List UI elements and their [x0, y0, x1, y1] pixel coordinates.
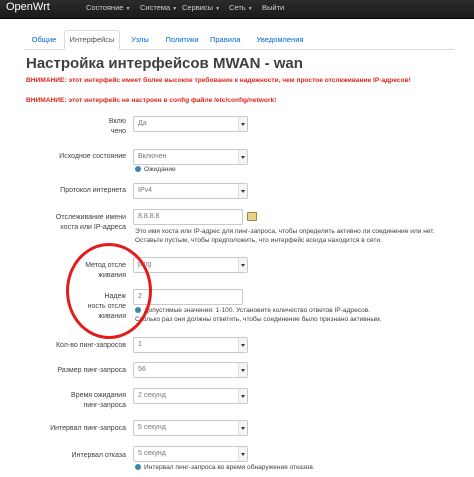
- info-icon: [135, 464, 141, 470]
- enabled-label-line1: Вклю: [108, 118, 126, 125]
- reliability-label-line3: живания: [98, 313, 126, 320]
- family-select[interactable]: [133, 183, 248, 199]
- initial-state-label: Исходное состояние: [59, 153, 126, 160]
- track-ip-input[interactable]: 8.8.8.8: [133, 209, 243, 225]
- menu-system-label: Система: [140, 3, 171, 12]
- track-ip-label: [20, 213, 126, 233]
- track-ip-label-line2: хоста или IP-адреса: [60, 224, 126, 231]
- failure-interval-label: Интервал отказа: [71, 452, 126, 459]
- chevron-down-icon: ▼: [247, 6, 253, 12]
- tab-notifications[interactable]: Уведомления: [256, 35, 304, 44]
- enabled-select[interactable]: [133, 116, 248, 132]
- warning-not-configured: ВНИМАНИЕ: этот интерфейс не настроен в config файле /etc/config/network!: [26, 97, 277, 104]
- tab-rules[interactable]: Правила: [210, 35, 241, 44]
- tab-members[interactable]: Узлы: [131, 35, 149, 44]
- select-arrow-icon: [238, 363, 247, 377]
- track-method-label: [70, 261, 126, 281]
- select-arrow-icon: [238, 117, 247, 131]
- count-label: Кол-во пинг-запросов: [55, 342, 126, 349]
- menu-logout[interactable]: [262, 3, 284, 12]
- menu-system[interactable]: [140, 3, 177, 12]
- select-arrow-icon: [238, 184, 247, 198]
- reliability-label-line1: Надеж: [104, 293, 126, 300]
- page-title: Настройка интерфейсов MWAN - wan: [26, 55, 303, 72]
- interval-value: 5 секунд: [138, 424, 166, 431]
- initial-state-option-text: Ожидание: [144, 166, 176, 173]
- track-method-select[interactable]: [133, 257, 248, 273]
- chevron-down-icon: ▼: [215, 6, 221, 12]
- menu-network-label: Сеть: [229, 3, 246, 12]
- track-ip-label-line1: Отслеживание имени: [55, 214, 126, 221]
- top-navbar: [0, 0, 474, 19]
- size-select[interactable]: [133, 362, 248, 378]
- info-icon: [135, 307, 141, 313]
- chevron-down-icon: ▼: [125, 6, 131, 12]
- interval-select[interactable]: [133, 420, 248, 436]
- enabled-label: [70, 117, 126, 137]
- track-method-label-line1: Метод отсле: [85, 262, 126, 269]
- menu-network[interactable]: [229, 3, 253, 12]
- timeout-label-line1: Время ожидания: [71, 392, 126, 399]
- initial-state-value: Включен: [138, 153, 167, 160]
- family-label: Протокол интернета: [60, 187, 126, 194]
- failure-interval-help: [135, 463, 315, 472]
- brand-logo[interactable]: OpenWrt: [6, 1, 50, 13]
- count-value: 1: [138, 341, 142, 348]
- warning-reliability: ВНИМАНИЕ: этот интерфейс имеет более высокое требование к надежности, чем простое отслеживание IP-адресов!: [26, 77, 411, 84]
- track-ip-help-line2: Оставьте пустым, чтобы предположить, что интерфейс всегда находится в сети.: [135, 237, 382, 244]
- size-label: Размер пинг-запроса: [57, 367, 126, 374]
- reliability-label-line2: ность отсле: [87, 303, 126, 310]
- reliability-label: [70, 292, 126, 322]
- select-arrow-icon: [238, 150, 247, 164]
- timeout-value: 2 секунд: [138, 392, 166, 399]
- reliability-help-line1: Допустимые значения: 1-100. Установите количество ответов IP-адресов.: [144, 307, 371, 314]
- add-address-icon[interactable]: [247, 212, 257, 221]
- menu-status[interactable]: [86, 3, 130, 12]
- timeout-label-line2: пинг-запроса: [83, 402, 126, 409]
- tab-general[interactable]: Общие: [31, 35, 57, 44]
- timeout-select[interactable]: [133, 388, 248, 404]
- select-arrow-icon: [238, 447, 247, 461]
- timeout-label: [20, 391, 126, 411]
- reliability-help: [135, 306, 382, 324]
- track-method-label-line2: живания: [98, 272, 126, 279]
- interval-label: Интервал пинг-запроса: [50, 425, 126, 432]
- reliability-input[interactable]: 2: [133, 289, 243, 305]
- initial-state-option: [135, 165, 176, 174]
- info-icon: [135, 166, 141, 172]
- enabled-label-line2: чено: [110, 128, 126, 135]
- failure-interval-select[interactable]: [133, 446, 248, 462]
- tab-interfaces[interactable]: Интерфейсы: [64, 30, 120, 50]
- family-value: IPv4: [138, 187, 153, 194]
- track-method-value: ping: [138, 261, 152, 268]
- enabled-value: Да: [138, 120, 147, 127]
- select-arrow-icon: [238, 338, 247, 352]
- reliability-help-line2: Сколько раз они должны ответить, чтобы соединение было признано активным.: [135, 316, 382, 323]
- tab-bar: [24, 30, 454, 50]
- chevron-down-icon: ▼: [172, 6, 178, 12]
- menu-services[interactable]: [182, 3, 220, 12]
- select-arrow-icon: [238, 389, 247, 403]
- failure-interval-help-text: Интервал пинг-запроса во время обнаружения отказов.: [144, 464, 315, 471]
- menu-logout-label: Выйти: [262, 3, 285, 12]
- count-select[interactable]: [133, 337, 248, 353]
- tab-policies[interactable]: Политики: [165, 35, 199, 44]
- menu-services-label: Сервисы: [182, 3, 214, 12]
- failure-interval-value: 5 секунд: [138, 450, 166, 457]
- initial-state-select[interactable]: [133, 149, 248, 165]
- size-value: 56: [138, 366, 146, 373]
- track-ip-help: [135, 227, 434, 245]
- select-arrow-icon: [238, 258, 247, 272]
- track-ip-help-line1: Это имя хоста или IP-адрес для пинг-запроса, чтобы определить активно ли соединение или нет.: [135, 228, 435, 235]
- menu-status-label: Состояние: [86, 3, 124, 12]
- select-arrow-icon: [238, 421, 247, 435]
